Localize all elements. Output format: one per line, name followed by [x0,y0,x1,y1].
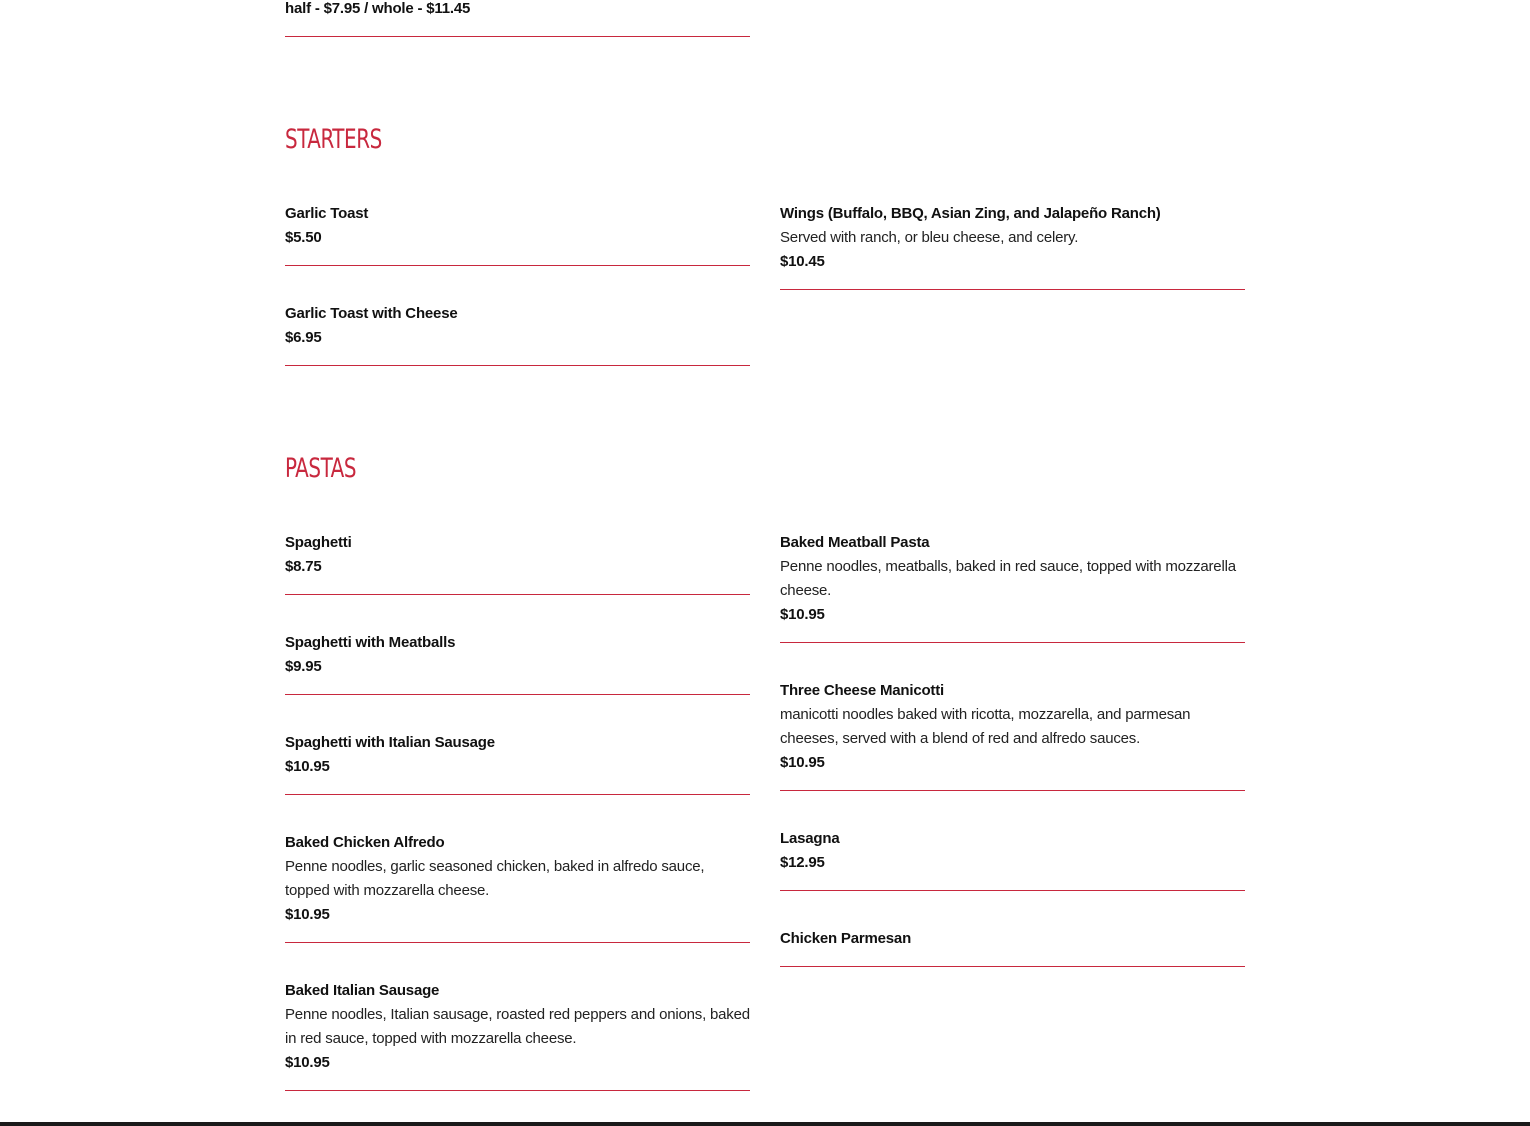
item-name: Wings (Buffalo, BBQ, Asian Zing, and Jalapeño Ranch) [780,205,1161,222]
menu-item [285,202,750,266]
item-name: Chicken Parmesan [780,930,912,947]
item-description: Penne noodles, meatballs, baked in red sauce, topped with mozzarella cheese. [780,558,1236,599]
item-name: Spaghetti with Italian Sausage [285,734,495,751]
item-price: $6.95 [285,329,322,346]
item-description: Served with ranch, or bleu cheese, and celery. [780,229,1079,246]
item-name: Three Cheese Manicotti [780,682,944,699]
item-name: Spaghetti with Meatballs [285,634,456,651]
menu-item [780,827,1245,891]
section-title-pastas: PASTAS [285,453,357,484]
item-price: $10.95 [285,758,330,775]
menu-item [285,831,750,943]
pastas-left-column [285,531,750,1126]
previous-section-column [285,0,750,73]
item-name: Garlic Toast [285,205,369,222]
item-name: Garlic Toast with Cheese [285,305,458,322]
item-name: Spaghetti [285,534,352,551]
menu-item [285,979,750,1091]
item-name: Lasagna [780,830,840,847]
menu-item [285,631,750,695]
item-price: $10.95 [285,906,330,923]
menu-item [285,731,750,795]
item-price: $10.95 [285,1054,330,1071]
item-price: $10.45 [780,253,825,270]
menu-item [780,531,1245,643]
item-name: Baked Meatball Pasta [780,534,930,551]
item-price: $9.95 [285,658,322,675]
menu-item [285,531,750,595]
item-price: $10.95 [780,606,825,623]
item-price: $10.95 [780,754,825,771]
item-price: $12.95 [780,854,825,871]
menu-item [780,679,1245,791]
menu-item [285,302,750,366]
item-description: Penne noodles, garlic seasoned chicken, baked in alfredo sauce, topped with mozzarella cheese. [285,858,705,899]
item-description: Penne noodles, Italian sausage, roasted red peppers and onions, baked in red sauce, topped with mozzarella cheese. [285,1006,750,1047]
menu-item [780,927,1245,967]
section-title-starters: STARTERS [285,124,382,155]
item-price: $8.75 [285,558,322,575]
starters-left-column [285,202,750,402]
item-name: Baked Chicken Alfredo [285,834,445,851]
menu-item [285,0,750,37]
item-description: manicotti noodles baked with ricotta, mozzarella, and parmesan cheeses, served with a blend of red and alfredo sauces. [780,706,1191,747]
footer-bar [0,1122,1530,1126]
item-price: $5.50 [285,229,322,246]
menu-item [780,202,1245,290]
pastas-right-column [780,531,1245,1003]
item-price: half - $7.95 / whole - $11.45 [285,0,471,17]
item-name: Baked Italian Sausage [285,982,440,999]
starters-right-column [780,202,1245,326]
